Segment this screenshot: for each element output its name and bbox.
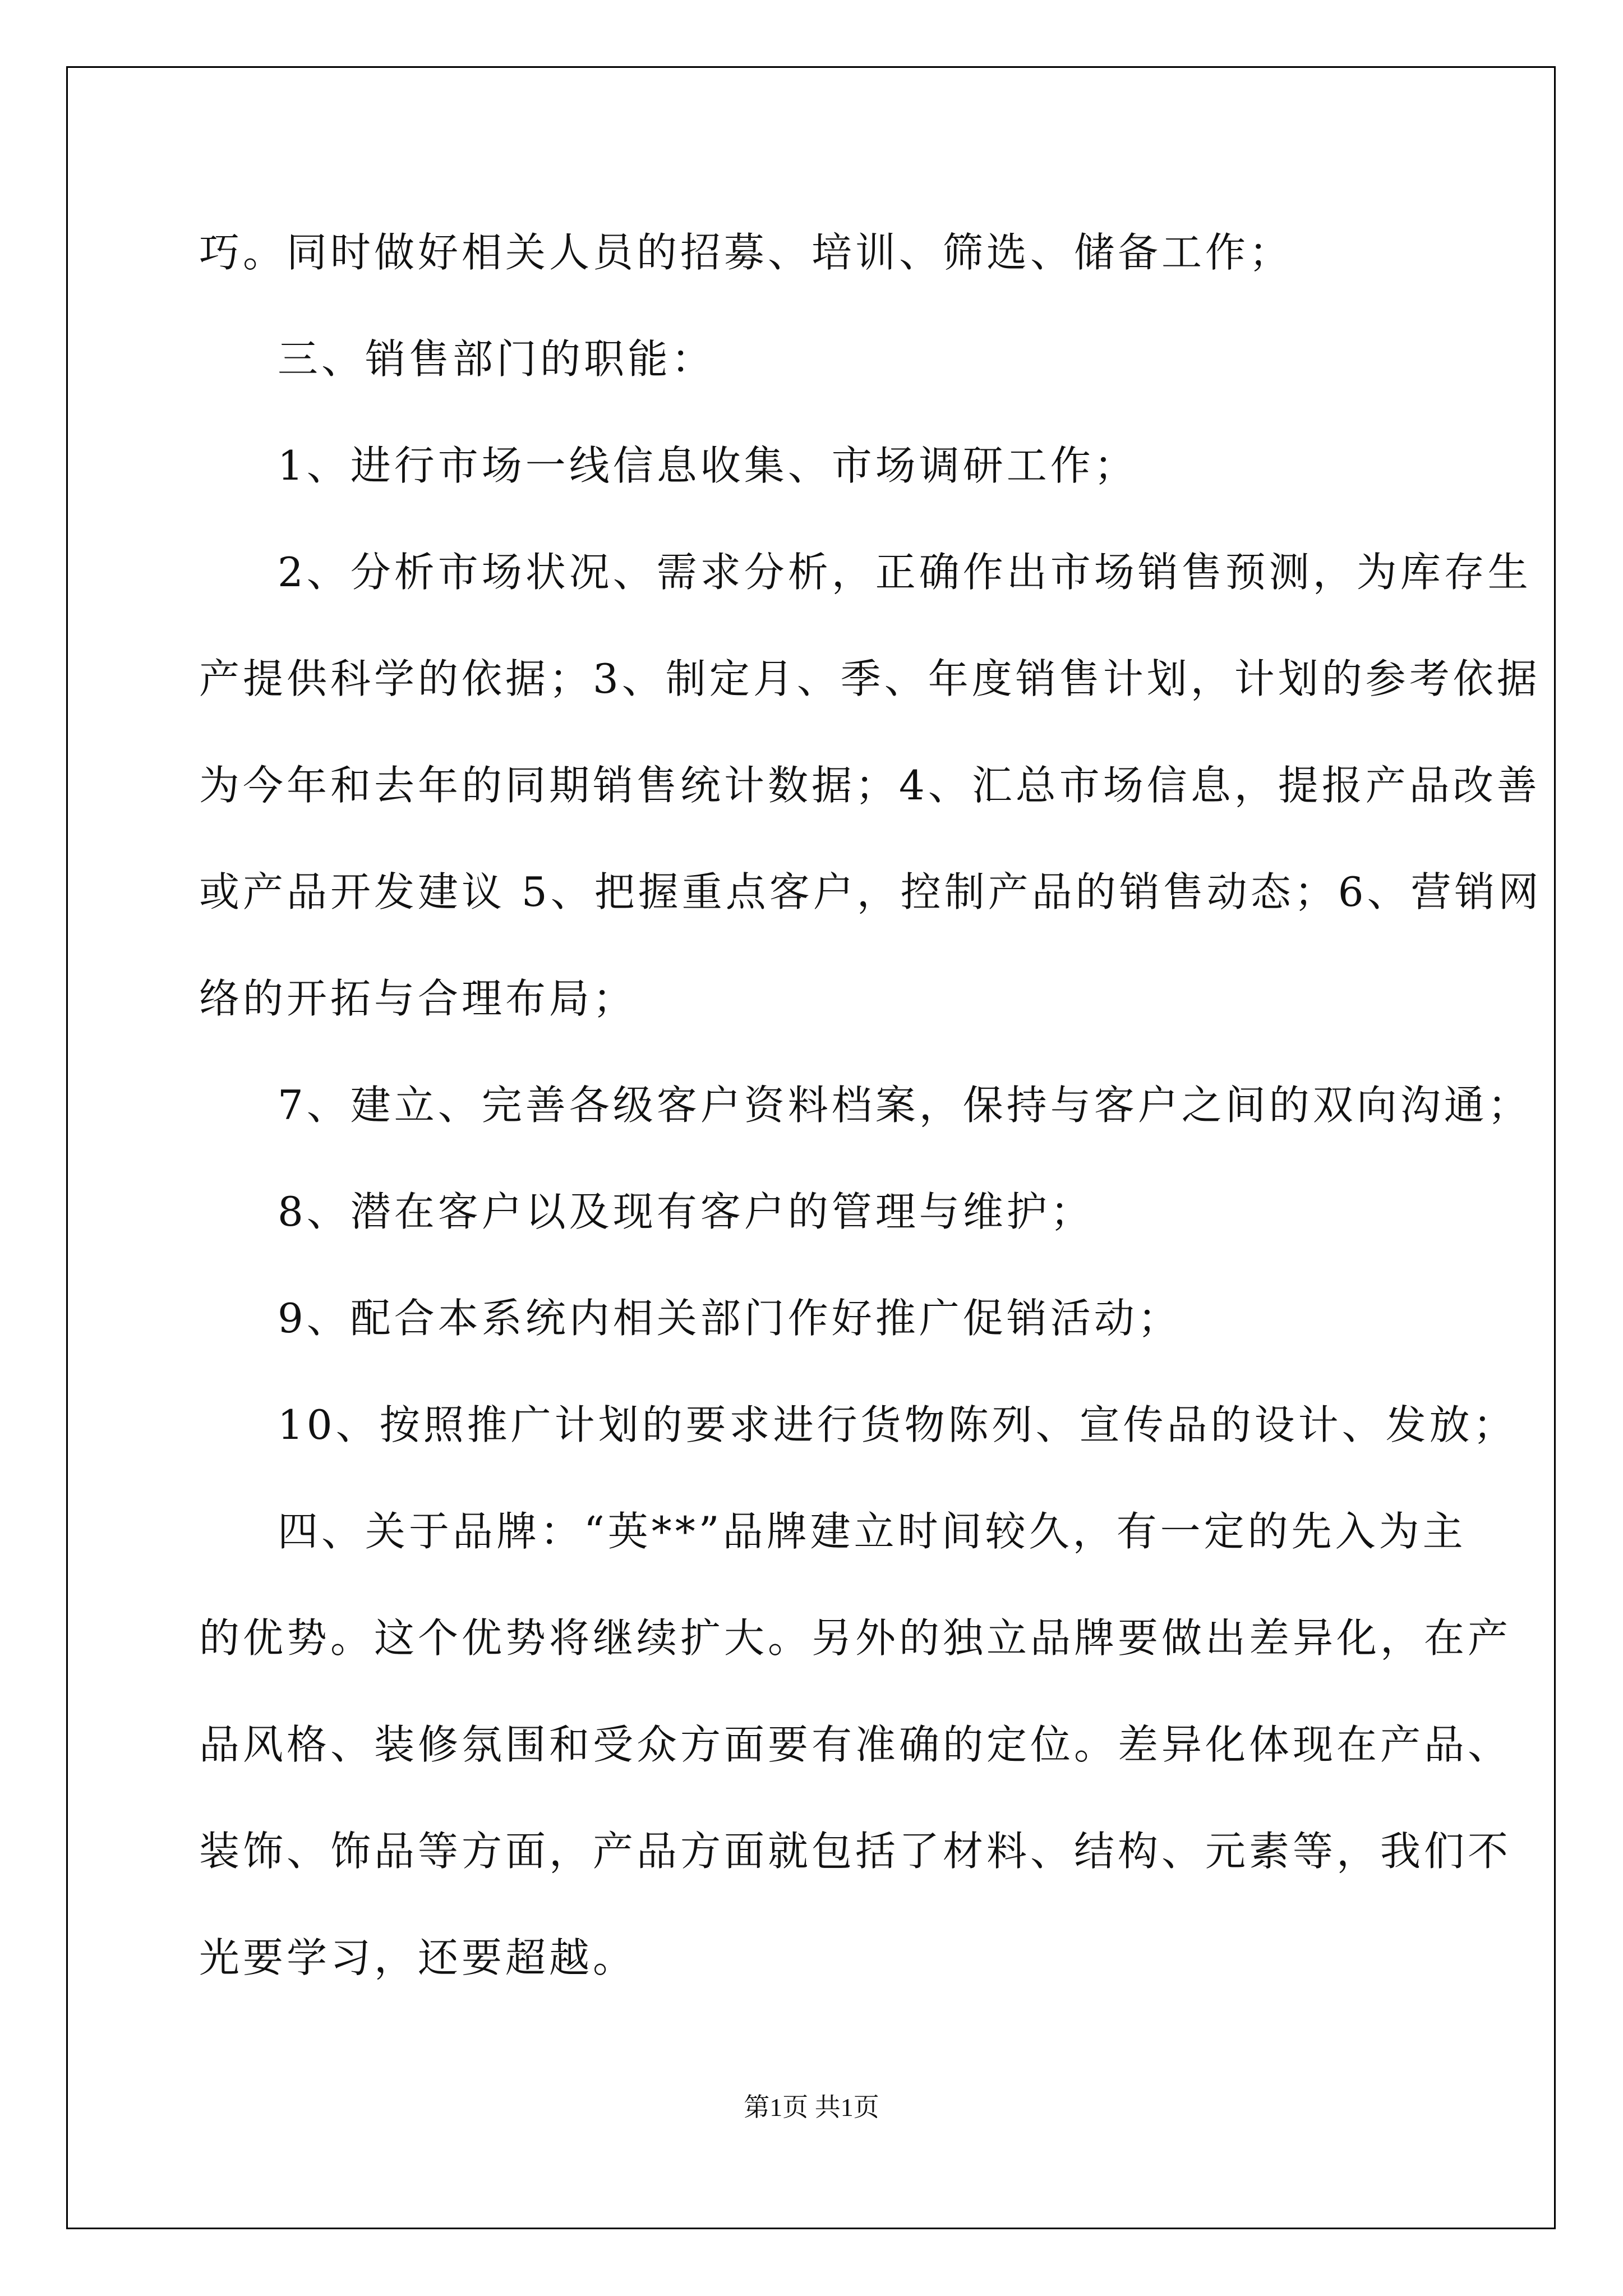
list-item: 8、潜在客户以及现有客户的管理与维护；: [278, 1188, 1094, 1235]
body-line: 产提供科学的依据；3、制定月、季、年度销售计划，计划的参考依据: [199, 655, 1541, 702]
list-item: 9、配合本系统内相关部门作好推广促销活动；: [278, 1295, 1182, 1342]
body-line: 光要学习，还要超越。: [199, 1934, 637, 1981]
section-heading: 三、销售部门的职能：: [278, 335, 716, 383]
section-heading: 四、关于品牌：“英**”品牌建立时间较久，有一定的先入为主: [278, 1508, 1467, 1555]
body-line: 的优势。这个优势将继续扩大。另外的独立品牌要做出差异化，在产: [199, 1614, 1512, 1662]
list-item: 10、按照推广计划的要求进行货物陈列、宣传品的设计、发放；: [278, 1401, 1517, 1448]
list-item: 7、建立、完善各级客户资料档案，保持与客户之间的双向沟通；: [278, 1082, 1532, 1129]
body-line: 为今年和去年的同期销售统计数据；4、汇总市场信息，提报产品改善: [199, 762, 1541, 809]
body-line: 巧。同时做好相关人员的招募、培训、筛选、储备工作；: [199, 229, 1293, 276]
list-item: 2、分析市场状况、需求分析，正确作出市场销售预测，为库存生: [278, 549, 1532, 596]
body-line: 或产品开发建议 5、把握重点客户，控制产品的销售动态；6、营销网: [199, 868, 1542, 915]
body-line: 络的开拓与合理布局；: [199, 975, 637, 1022]
body-line: 品风格、装修氛围和受众方面要有准确的定位。差异化体现在产品、: [199, 1721, 1512, 1768]
page-number-footer: 第1页 共1页: [744, 2093, 879, 2122]
list-item: 1、进行市场一线信息收集、市场调研工作；: [278, 442, 1138, 489]
body-line: 装饰、饰品等方面，产品方面就包括了材料、结构、元素等，我们不: [199, 1828, 1512, 1875]
